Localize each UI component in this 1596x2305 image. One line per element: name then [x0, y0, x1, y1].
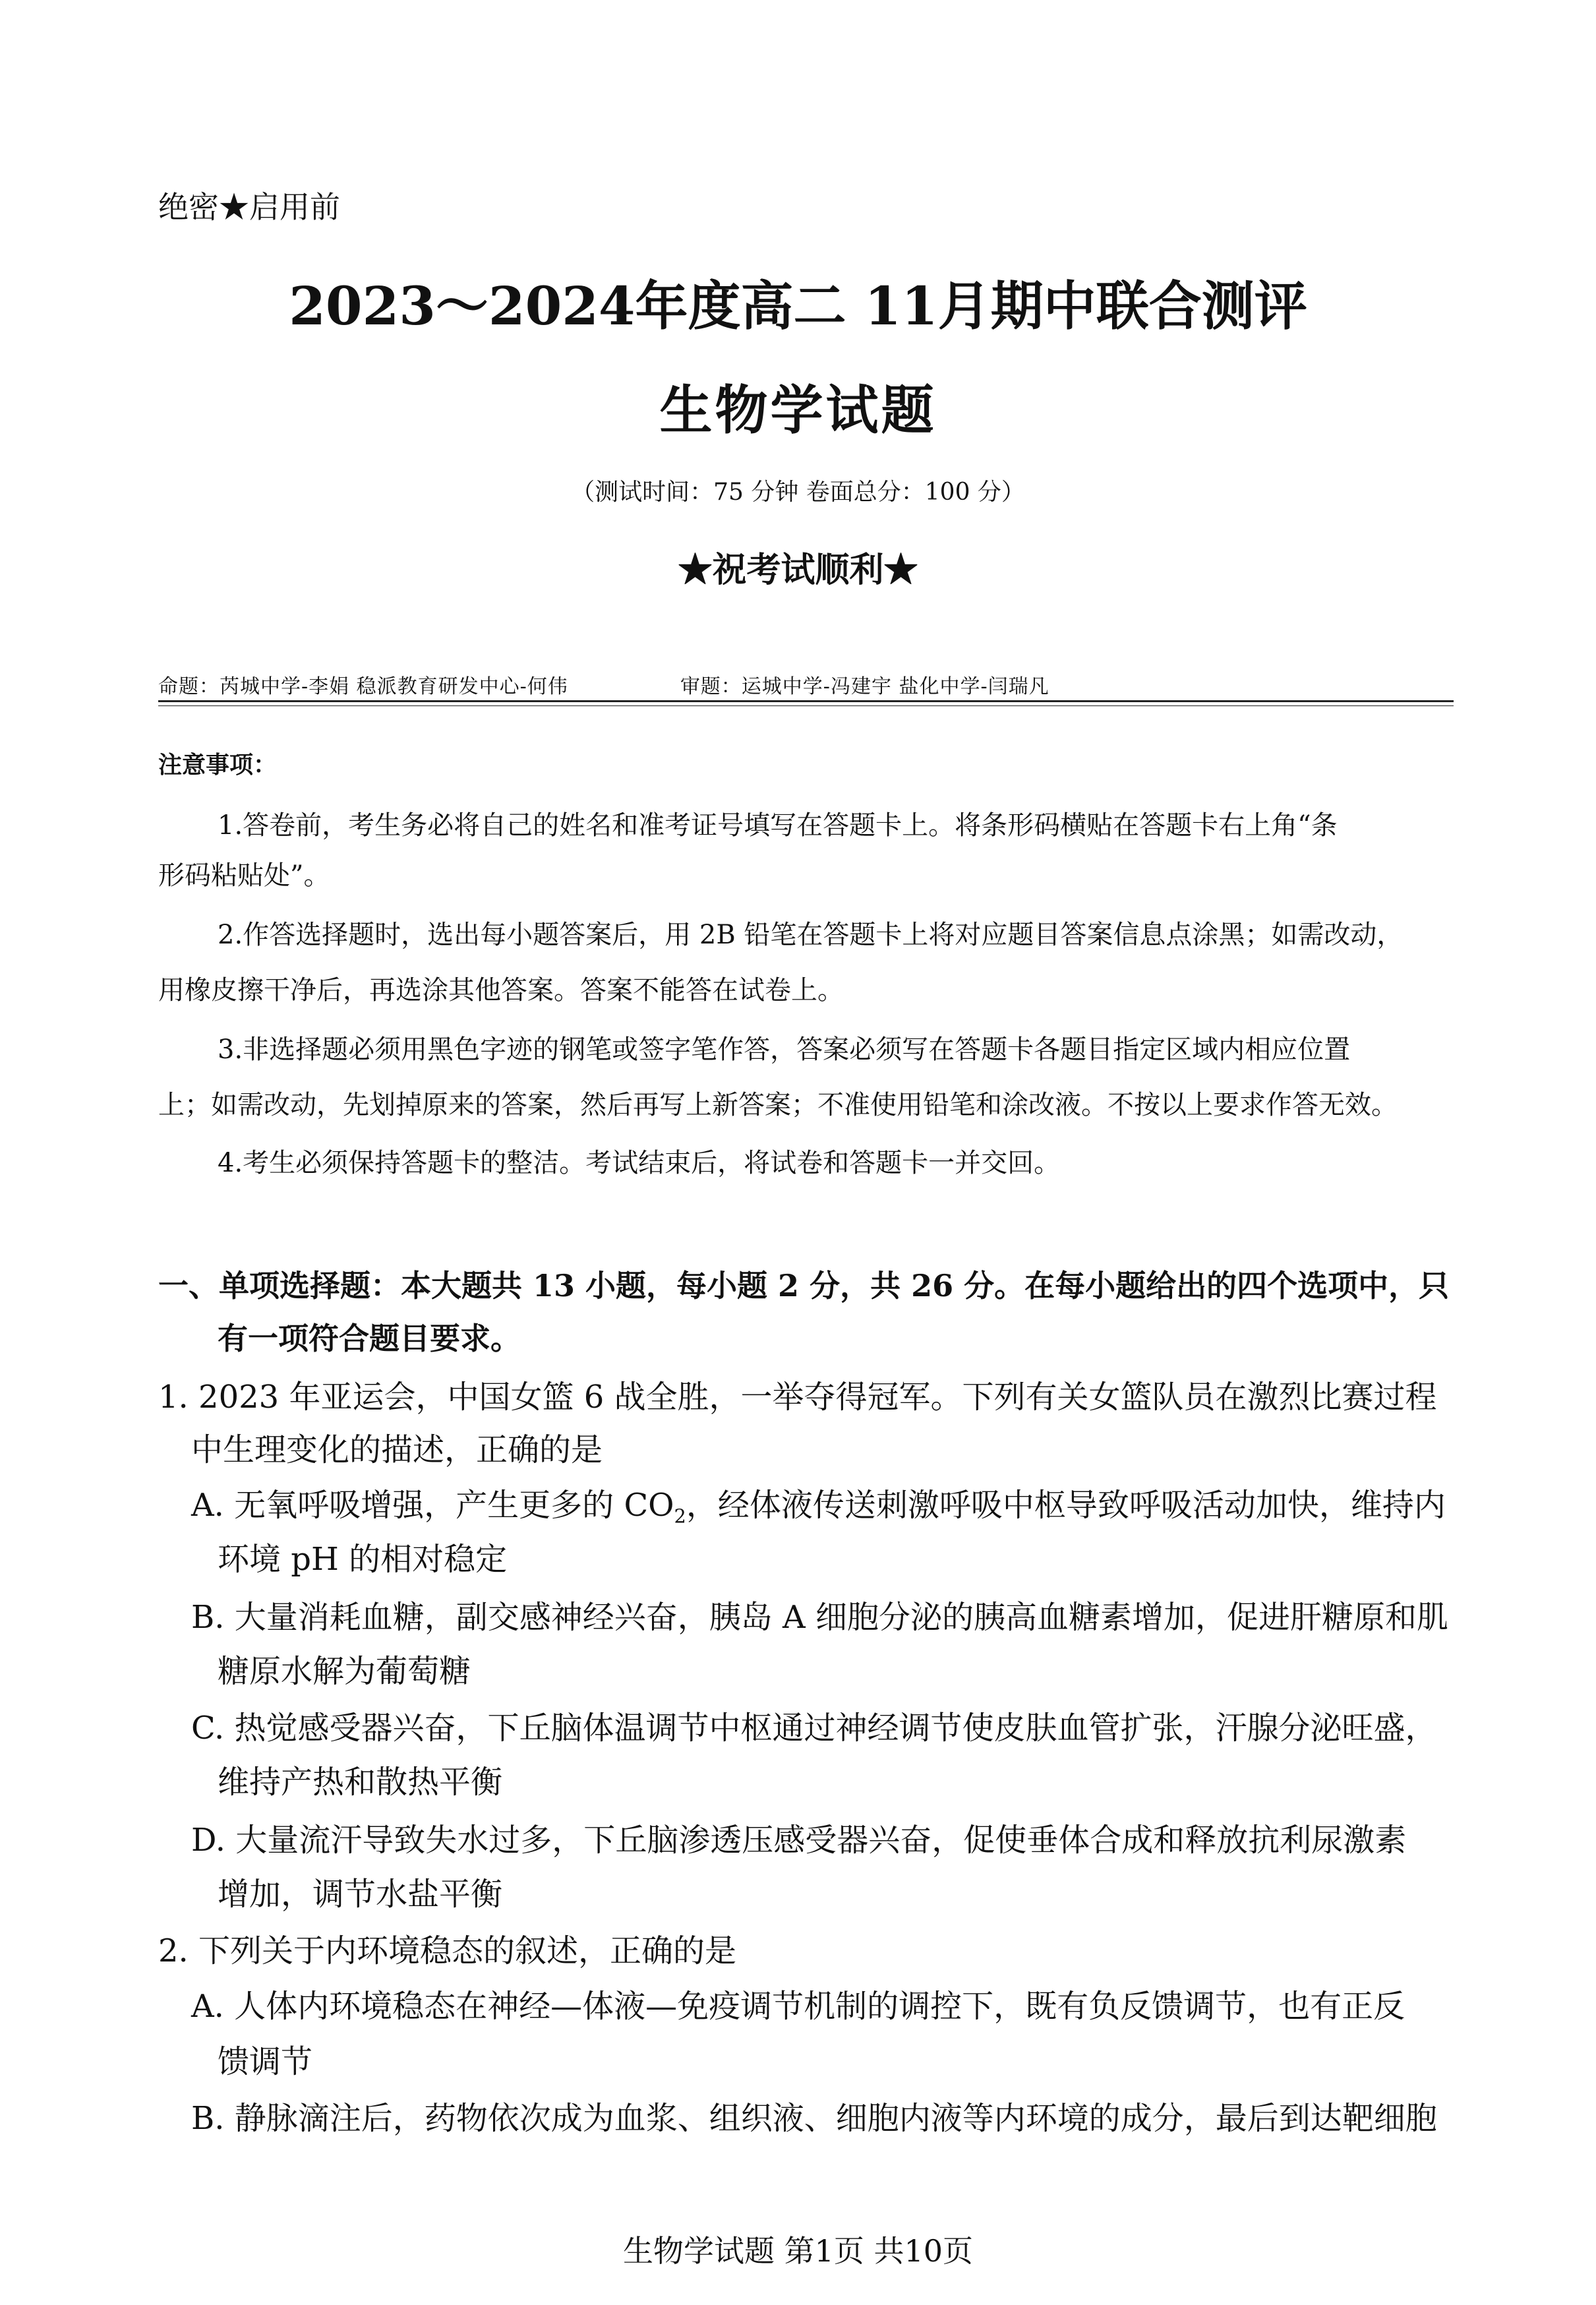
question-2-stem: 2. 下列关于内环境稳态的叙述，正确的是 — [158, 1932, 737, 1969]
notice-line: 用橡皮擦干净后，再选涂其他答案。答案不能答在试卷上。 — [158, 975, 844, 1005]
notice-line: 1.答卷前，考生务必将自己的姓名和准考证号填写在答题卡上。将条形码横贴在答题卡右上角“条 — [218, 810, 1338, 841]
question-2-option-b: B. 静脉滴注后，药物依次成为血浆、组织液、细胞内液等内环境的成分，最后到达靶细胞 — [191, 2100, 1437, 2137]
section-heading-cont: 有一项符合题目要求。 — [218, 1321, 521, 1356]
subject-title: 生物学试题 — [659, 379, 937, 441]
question-1-option-a-cont: 环境 pH 的相对稳定 — [218, 1541, 508, 1578]
notice-line: 2.作答选择题时，选出每小题答案后，用 2B 铅笔在答题卡上将对应题目答案信息点涂黑；如需改动， — [218, 920, 1404, 950]
question-1-stem: 1. 2023 年亚运会，中国女篮 6 战全胜，一举夺得冠军。下列有关女篮队员在激烈比赛过程 — [158, 1379, 1437, 1416]
question-1-stem-cont: 中生理变化的描述，正确的是 — [191, 1431, 603, 1468]
exam-info: （测试时间：75 分钟 卷面总分：100 分） — [571, 479, 1025, 506]
notice-heading: 注意事项： — [158, 751, 278, 779]
notice-line: 4.考生必须保持答题卡的整洁。考试结束后，将试卷和答题卡一并交回。 — [218, 1148, 1061, 1178]
notice-line: 形码粘贴处”。 — [158, 860, 330, 891]
exam-title: 2023～2024年度高二 11月期中联合测评 — [289, 275, 1307, 337]
reviewers: 审题：运城中学-冯建宇 盐化中学-闫瑞凡 — [680, 675, 1049, 698]
notice-line: 上；如需改动，先划掉原来的答案，然后再写上新答案；不准使用铅笔和涂改液。不按以上要求作答无效。 — [158, 1090, 1398, 1120]
question-1-option-d: D. 大量流汗导致失水过多，下丘脑渗透压感受器兴奋，促使垂体合成和释放抗利尿激素 — [191, 1822, 1407, 1859]
page-footer: 生物学试题 第1页 共10页 — [622, 2233, 974, 2269]
question-1-option-b-cont: 糖原水解为葡萄糖 — [218, 1653, 471, 1690]
header-rule-thick — [158, 700, 1454, 702]
question-1-option-a: A. 无氧呼吸增强，产生更多的 $CO_2$，经体液传送刺激呼吸中枢导致呼吸活动加快，维持内 — [191, 1487, 1446, 1528]
good-luck-line: ★祝考试顺利★ — [678, 550, 918, 590]
question-2-option-a-cont: 馈调节 — [218, 2043, 313, 2080]
question-1-option-d-cont: 增加，调节水盐平衡 — [218, 1876, 503, 1913]
credits-line — [158, 670, 1049, 699]
question-1-option-c-cont: 维持产热和散热平衡 — [218, 1764, 503, 1801]
notice-line: 3.非选择题必须用黑色字迹的钢笔或签字笔作答，答案必须写在答题卡各题目指定区域内相应位置 — [218, 1034, 1351, 1065]
confidential-label: 绝密★启用前 — [158, 189, 340, 225]
question-1-option-b: B. 大量消耗血糖，副交感神经兴奋，胰岛 A 细胞分泌的胰高血糖素增加，促进肝糖原和肌 — [191, 1599, 1448, 1636]
question-2-option-a: A. 人体内环境稳态在神经—体液—免疫调节机制的调控下，既有负反馈调节，也有正反 — [191, 1988, 1405, 2025]
question-1-option-c: C. 热觉感受器兴奋，下丘脑体温调节中枢通过神经调节使皮肤血管扩张，汗腺分泌旺盛， — [191, 1710, 1437, 1747]
section-heading: 一、单项选择题：本大题共 13 小题，每小题 2 分，共 26 分。在每小题给出的四个选项中，只 — [158, 1268, 1450, 1303]
authors: 命题：芮城中学-李娟 稳派教育研发中心-何伟 — [158, 675, 568, 698]
header-rule-thin — [158, 705, 1454, 706]
